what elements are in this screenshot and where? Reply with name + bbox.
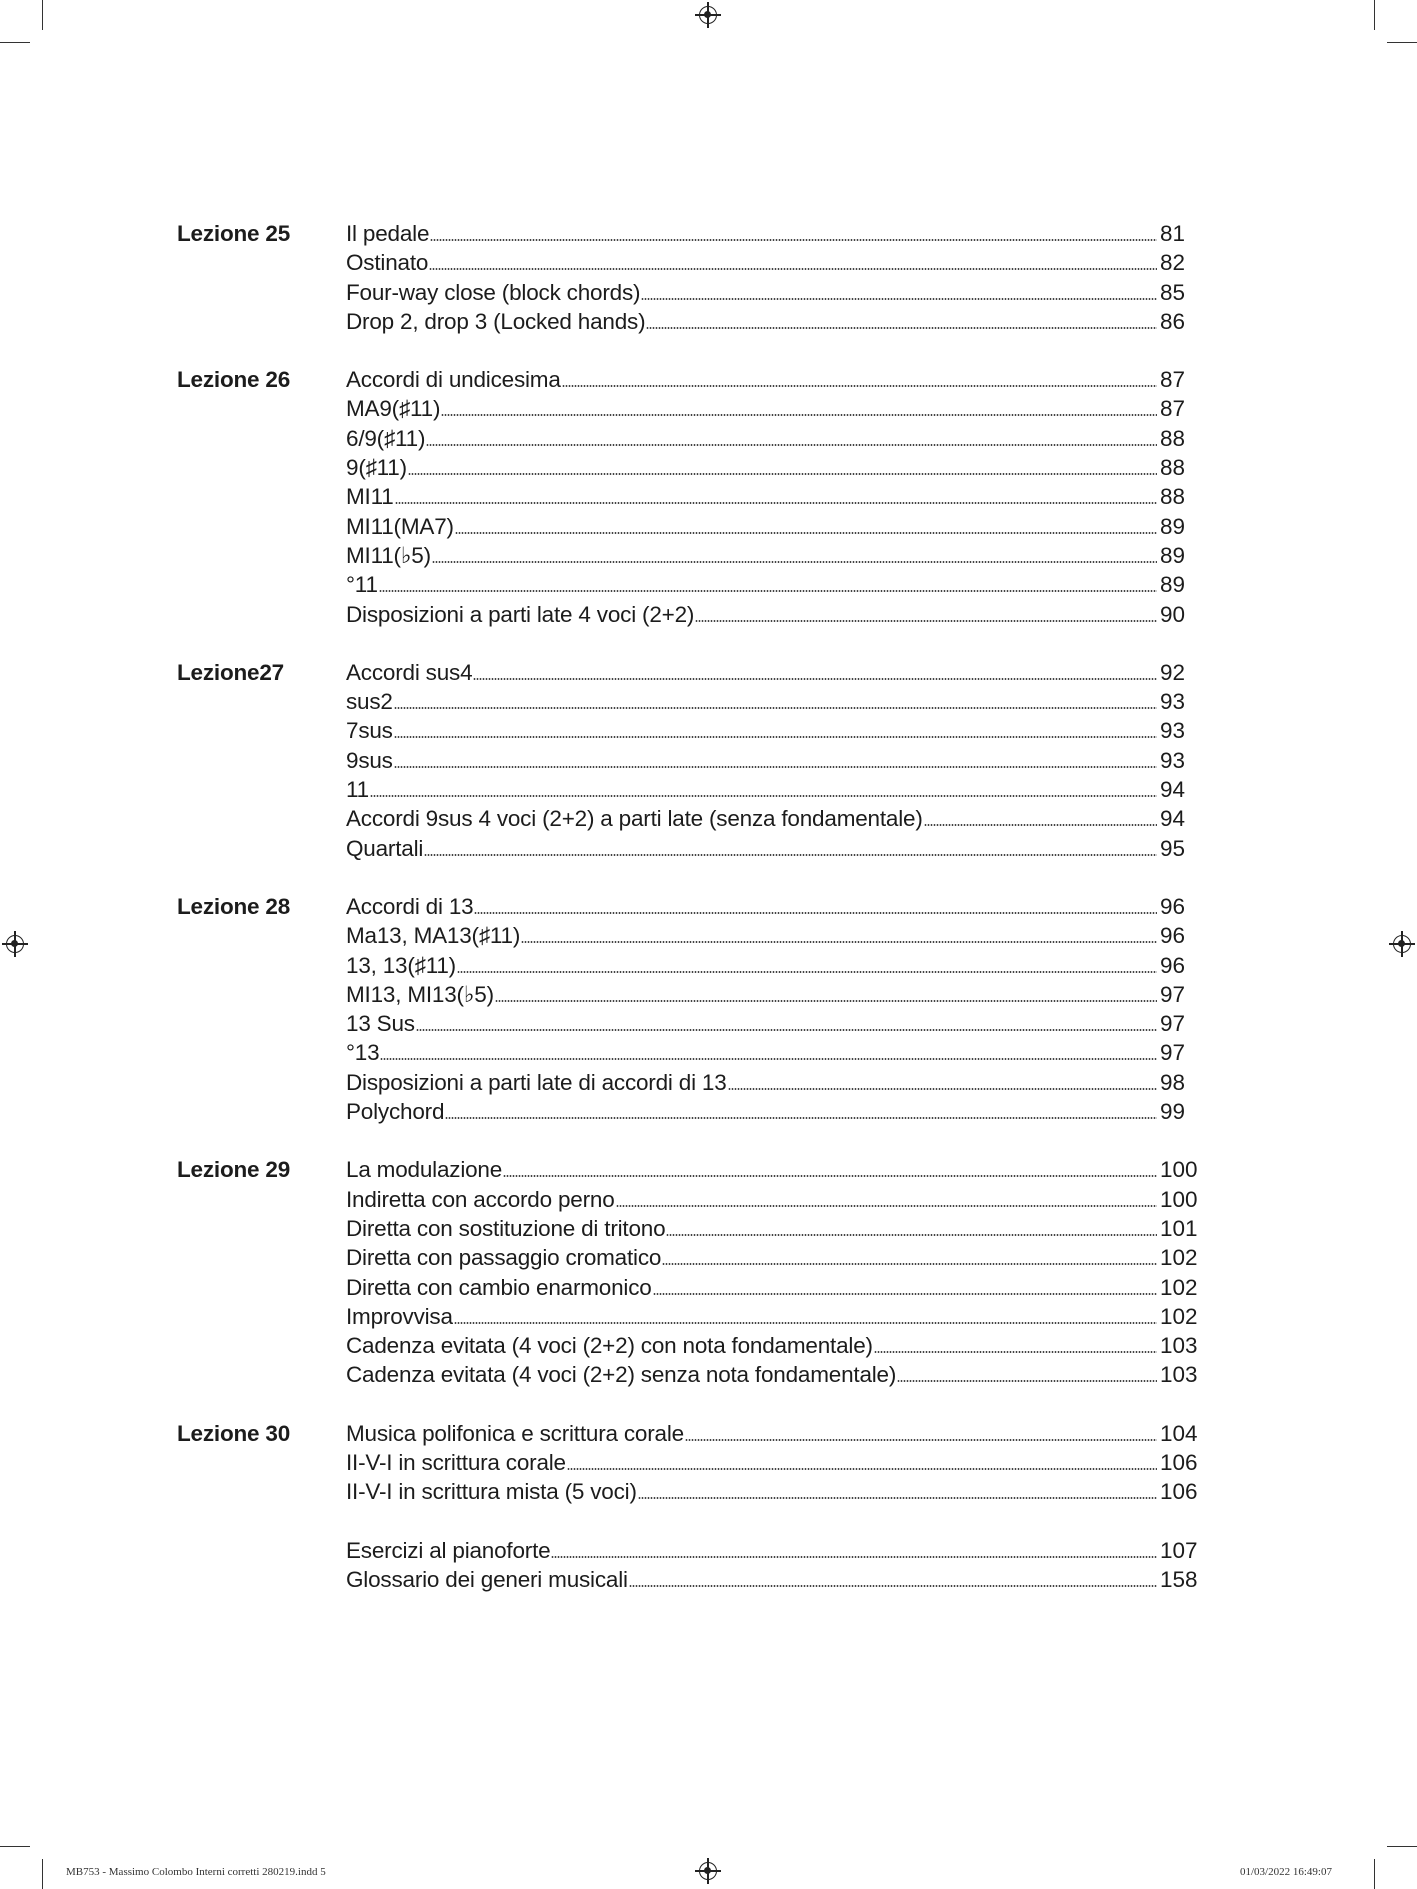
lesson-heading: Lezione27 — [177, 659, 284, 685]
toc-entry — [346, 570, 1200, 599]
dot-leader — [666, 1234, 1157, 1236]
crop-mark — [1374, 1859, 1375, 1889]
toc-entry — [346, 1302, 1200, 1331]
lesson-heading: Lezione 28 — [177, 893, 291, 919]
dot-leader — [728, 1088, 1157, 1090]
dot-leader — [455, 532, 1157, 534]
dot-leader — [379, 590, 1157, 592]
toc-entry — [346, 951, 1200, 980]
dot-leader — [416, 1029, 1157, 1031]
toc-entry-title: Accordi di 13 — [346, 893, 474, 919]
toc-entry-page: 93 — [1160, 747, 1186, 773]
toc-entry — [346, 1009, 1200, 1038]
toc-entry-title: Accordi 9sus 4 voci (2+2) a parti late (senza fondamentale) — [346, 806, 923, 832]
toc-entry-title: II-V-I in scrittura mista (5 voci) — [346, 1479, 637, 1505]
toc-entry-title: MI13, MI13(♭5) — [346, 981, 494, 1007]
toc-section — [0, 365, 1417, 629]
toc-entry-title: Quartali — [346, 835, 424, 861]
toc-entry-title: 11 — [346, 777, 369, 803]
toc-entry-title: Diretta con sostituzione di tritono — [346, 1215, 666, 1241]
crop-mark — [1387, 1846, 1417, 1847]
lesson-heading: Lezione 26 — [177, 367, 291, 393]
dot-leader — [685, 1439, 1157, 1441]
toc-section — [0, 1419, 1417, 1507]
footer-file-info: MB753 - Massimo Colombo Interni corretti 280219.indd 5 — [66, 1866, 326, 1878]
crop-mark — [0, 1846, 30, 1847]
toc-entry-page: 93 — [1160, 689, 1186, 715]
toc-entry — [346, 775, 1200, 804]
toc-entry-title: Polychord — [346, 1099, 445, 1125]
dot-leader — [454, 1322, 1157, 1324]
dot-leader — [551, 1556, 1157, 1558]
dot-leader — [430, 239, 1157, 241]
toc-entry-page: 88 — [1160, 425, 1186, 451]
toc-entry-page: 90 — [1160, 601, 1186, 627]
toc-entry-title: 13, 13(♯11) — [346, 952, 456, 978]
dot-leader — [616, 1205, 1157, 1207]
dot-leader — [370, 795, 1157, 797]
toc-entry-title: Diretta con passaggio cromatico — [346, 1245, 662, 1271]
toc-entry-title: Cadenza evitata (4 voci (2+2) con nota fondamentale) — [346, 1333, 873, 1359]
toc-entry-title: Indiretta con accordo perno — [346, 1186, 615, 1212]
toc-entry-page: 107 — [1160, 1537, 1198, 1563]
toc-entry — [346, 365, 1200, 394]
toc-entry — [346, 980, 1200, 1009]
toc-entry — [346, 716, 1200, 745]
table-of-contents — [0, 219, 1417, 1623]
toc-entry-title: Glossario dei generi musicali — [346, 1566, 628, 1592]
toc-entry-title: Musica polifonica e scrittura corale — [346, 1420, 684, 1446]
toc-entry — [346, 834, 1200, 863]
dot-leader — [394, 766, 1157, 768]
dot-leader — [641, 298, 1157, 300]
toc-entry-title: MI11(♭5) — [346, 542, 431, 568]
toc-entry-title: 13 Sus — [346, 1011, 415, 1037]
dot-leader — [653, 1293, 1157, 1295]
toc-entry — [346, 1243, 1200, 1272]
toc-entry — [346, 1565, 1200, 1594]
toc-entry-page: 158 — [1160, 1566, 1198, 1592]
toc-entry-title: 9(♯11) — [346, 455, 407, 481]
crop-mark — [42, 0, 43, 30]
toc-entry-page: 97 — [1160, 1040, 1186, 1066]
toc-section — [0, 219, 1417, 336]
toc-entry-title: Il pedale — [346, 221, 430, 246]
toc-entry-title: La modulazione — [346, 1157, 503, 1183]
dot-leader — [495, 1000, 1157, 1002]
dot-leader — [457, 971, 1157, 973]
toc-entry — [346, 424, 1200, 453]
toc-entry-title: Disposizioni a parti late 4 voci (2+2) — [346, 601, 695, 627]
dot-leader — [394, 736, 1157, 738]
dot-leader — [503, 1175, 1157, 1177]
toc-entry — [346, 1477, 1200, 1506]
toc-entry-page: 103 — [1160, 1362, 1198, 1388]
registration-mark-icon — [699, 1862, 717, 1880]
dot-leader — [424, 854, 1157, 856]
dot-leader — [395, 502, 1157, 504]
toc-entry — [346, 600, 1200, 629]
dot-leader — [874, 1351, 1157, 1353]
toc-entry-page: 100 — [1160, 1186, 1198, 1212]
toc-section — [0, 892, 1417, 1126]
crop-mark — [0, 42, 30, 43]
toc-entry-page: 89 — [1160, 542, 1186, 568]
dot-leader — [629, 1585, 1157, 1587]
dot-leader — [567, 1468, 1157, 1470]
toc-entry-page: 103 — [1160, 1333, 1198, 1359]
toc-entry-title: 6/9(♯11) — [346, 425, 426, 451]
dot-leader — [897, 1380, 1157, 1382]
toc-section — [0, 1155, 1417, 1389]
toc-entry-title: 9sus — [346, 747, 393, 773]
toc-entry-title: Drop 2, drop 3 (Locked hands) — [346, 308, 646, 334]
toc-entry — [346, 658, 1200, 687]
toc-entry — [346, 541, 1200, 570]
toc-entry-page: 93 — [1160, 718, 1186, 744]
toc-entry-title: II-V-I in scrittura corale — [346, 1449, 566, 1475]
toc-section — [0, 658, 1417, 863]
toc-entry — [346, 394, 1200, 423]
toc-entry-page: 85 — [1160, 279, 1186, 305]
lesson-heading: Lezione 25 — [177, 221, 291, 246]
toc-entry — [346, 219, 1200, 248]
toc-entry-title: Four-way close (block chords) — [346, 279, 641, 305]
toc-entry-page: 102 — [1160, 1274, 1198, 1300]
toc-entry — [346, 1185, 1200, 1214]
toc-entry — [346, 1360, 1200, 1389]
toc-entry-title: 7sus — [346, 718, 393, 744]
toc-entry-title: Accordi di undicesima — [346, 367, 561, 393]
dot-leader — [562, 385, 1157, 387]
toc-entry-page: 106 — [1160, 1479, 1198, 1505]
toc-entry-page: 96 — [1160, 923, 1186, 949]
toc-entry — [346, 1536, 1200, 1565]
dot-leader — [521, 941, 1157, 943]
dot-leader — [380, 1058, 1157, 1060]
toc-entry-page: 106 — [1160, 1449, 1198, 1475]
toc-entry — [346, 482, 1200, 511]
toc-entry — [346, 453, 1200, 482]
dot-leader — [432, 561, 1157, 563]
toc-entry-page: 82 — [1160, 250, 1186, 276]
dot-leader — [394, 707, 1157, 709]
toc-entry — [346, 1331, 1200, 1360]
toc-entry — [346, 804, 1200, 833]
dot-leader — [474, 912, 1157, 914]
dot-leader — [695, 620, 1157, 622]
toc-entry — [346, 1448, 1200, 1477]
toc-section — [0, 1536, 1417, 1595]
toc-entry-page: 101 — [1160, 1215, 1198, 1241]
toc-entry-page: 95 — [1160, 835, 1186, 861]
toc-entry-title: Diretta con cambio enarmonico — [346, 1274, 652, 1300]
footer-datetime: 01/03/2022 16:49:07 — [1240, 1866, 1332, 1878]
toc-entry-page: 89 — [1160, 572, 1186, 598]
toc-entry-page: 99 — [1160, 1099, 1186, 1125]
toc-entry-page: 86 — [1160, 308, 1186, 334]
registration-mark-icon — [699, 6, 717, 24]
toc-entry-title: Accordi sus4 — [346, 659, 473, 685]
toc-entry-page: 87 — [1160, 367, 1186, 393]
toc-entry — [346, 1419, 1200, 1448]
toc-entry-page: 89 — [1160, 513, 1186, 539]
toc-entry — [346, 512, 1200, 541]
dot-leader — [441, 414, 1157, 416]
toc-entry — [346, 307, 1200, 336]
toc-entry-page: 88 — [1160, 484, 1186, 510]
toc-entry — [346, 278, 1200, 307]
lesson-heading: Lezione 29 — [177, 1157, 291, 1183]
toc-entry — [346, 248, 1200, 277]
lesson-heading: Lezione 30 — [177, 1420, 291, 1446]
toc-entry-page: 98 — [1160, 1069, 1186, 1095]
toc-entry-page: 96 — [1160, 893, 1186, 919]
crop-mark — [42, 1859, 43, 1889]
dot-leader — [646, 327, 1157, 329]
toc-entry — [346, 1273, 1200, 1302]
toc-entry-page: 97 — [1160, 1011, 1186, 1037]
toc-entry-page: 97 — [1160, 981, 1186, 1007]
toc-entry-title: MA9(♯11) — [346, 396, 441, 422]
toc-entry-page: 96 — [1160, 952, 1186, 978]
toc-entry — [346, 1038, 1200, 1067]
toc-entry-title: Disposizioni a parti late di accordi di 13 — [346, 1069, 727, 1095]
toc-entry-title: Improvvisa — [346, 1303, 453, 1329]
dot-leader — [408, 473, 1157, 475]
dot-leader — [662, 1263, 1157, 1265]
dot-leader — [429, 268, 1157, 270]
toc-entry — [346, 746, 1200, 775]
toc-entry-title: Ma13, MA13(♯11) — [346, 923, 521, 949]
toc-entry — [346, 1097, 1200, 1126]
toc-entry — [346, 921, 1200, 950]
toc-entry-page: 88 — [1160, 455, 1186, 481]
toc-entry-page: 104 — [1160, 1420, 1198, 1446]
toc-entry-title: sus2 — [346, 689, 393, 715]
dot-leader — [473, 678, 1157, 680]
dot-leader — [924, 824, 1157, 826]
crop-mark — [1387, 42, 1417, 43]
dot-leader — [638, 1497, 1157, 1499]
toc-entry-page: 92 — [1160, 659, 1186, 685]
toc-entry-page: 102 — [1160, 1303, 1198, 1329]
toc-entry-page: 100 — [1160, 1157, 1198, 1183]
toc-entry-title: MI11 — [346, 484, 394, 510]
toc-entry-title: Cadenza evitata (4 voci (2+2) senza nota fondamentale) — [346, 1362, 897, 1388]
toc-entry-title: Ostinato — [346, 250, 429, 276]
toc-entry-page: 102 — [1160, 1245, 1198, 1271]
toc-entry — [346, 687, 1200, 716]
toc-entry-title: °13 — [346, 1040, 380, 1066]
dot-leader — [445, 1117, 1157, 1119]
toc-entry — [346, 1214, 1200, 1243]
toc-entry — [346, 1068, 1200, 1097]
toc-entry-title: Esercizi al pianoforte — [346, 1537, 551, 1563]
toc-entry — [346, 892, 1200, 921]
toc-entry-title: MI11(MA7) — [346, 513, 454, 539]
toc-entry-page: 94 — [1160, 806, 1186, 832]
crop-mark — [1374, 0, 1375, 30]
toc-entry-page: 94 — [1160, 777, 1186, 803]
toc-entry-page: 87 — [1160, 396, 1186, 422]
dot-leader — [426, 444, 1157, 446]
toc-entry-title: °11 — [346, 572, 378, 598]
toc-entry — [346, 1155, 1200, 1184]
toc-entry-page: 81 — [1160, 221, 1186, 246]
